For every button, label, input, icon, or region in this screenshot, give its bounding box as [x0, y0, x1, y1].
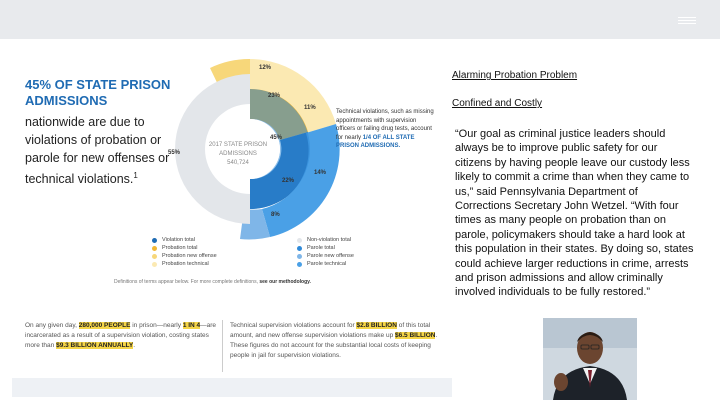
confined-and-costly-link[interactable]: Confined and Costly — [452, 98, 543, 109]
divider — [222, 320, 223, 372]
legend-label: Violation total — [162, 237, 195, 243]
technical-violations-callout: Technical violations, such as missing appointments with supervision officers or failing drug tests, account for nearly 1/4 OF ALL STATE PRISON ADMISSIONS. — [336, 109, 434, 149]
menu-icon[interactable] — [678, 17, 696, 25]
pct-label: 22% — [282, 178, 295, 184]
speaker-photo — [543, 318, 637, 400]
legend-label: Parole total — [307, 245, 335, 251]
pct-label: 55% — [168, 150, 181, 156]
pct-label: 23% — [268, 93, 281, 99]
definitions-note: Definitions of terms appear below. For more complete definitions, see our methodology. — [114, 279, 311, 285]
legend-label: Probation new offense — [162, 253, 217, 259]
wetzel-quote: “Our goal as criminal justice leaders should always be to improve public safety for our citizens by having people leave our custody less likely to commit a crime than when they came to us,” said Pennsylvania Department of Corrections Secretary John Wetzel. “With four times as many people on probation than on parole, policymakers should take a hard look at this population in their states. By doing so, states could achieve larger reductions in crime, arrests and prison admissions and allow criminally involved individuals to be fully restored.” — [455, 128, 694, 299]
infographic-image — [12, 40, 444, 397]
cost-statement-right: Technical supervision violations account for $2.8 BILLION of this total amount, and new offense supervision violations make up $6.5 BILLION. These figures do not account for the substantial local costs of keeping people in jail for supervision violations. — [230, 322, 438, 359]
legend-label: Probation technical — [162, 261, 209, 267]
legend-label: Parole technical — [307, 261, 347, 267]
pct-label: 12% — [259, 65, 272, 71]
chart-legend — [152, 236, 442, 268]
pct-label: 14% — [314, 170, 327, 176]
alarming-probation-problem-link[interactable]: Alarming Probation Problem — [452, 70, 578, 81]
legend-label: Non-violation total — [307, 237, 352, 243]
top-bar — [0, 0, 720, 39]
bottom-strip — [12, 378, 452, 397]
pct-label: 11% — [304, 105, 316, 111]
legend-label: Parole new offense — [307, 253, 354, 259]
donut-center-label: 2017 STATE PRISON ADMISSIONS 540,724 — [208, 142, 268, 166]
infographic-title: 45% OF STATE PRISON ADMISSIONS — [25, 77, 171, 108]
cost-statement-left: On any given day, 280,000 PEOPLE in prison—nearly 1 IN 4—are incarcerated as a result of a supervision violation, costing states more than $9.3 BILLION ANNUALLY. — [25, 322, 217, 349]
pct-label: 45% — [270, 135, 283, 141]
legend-label: Probation total — [162, 245, 198, 251]
pct-label: 8% — [271, 212, 280, 218]
infographic-subtitle: nationwide are due to violations of probation or parole for new offenses or technical violations.$^1$ — [25, 115, 170, 187]
